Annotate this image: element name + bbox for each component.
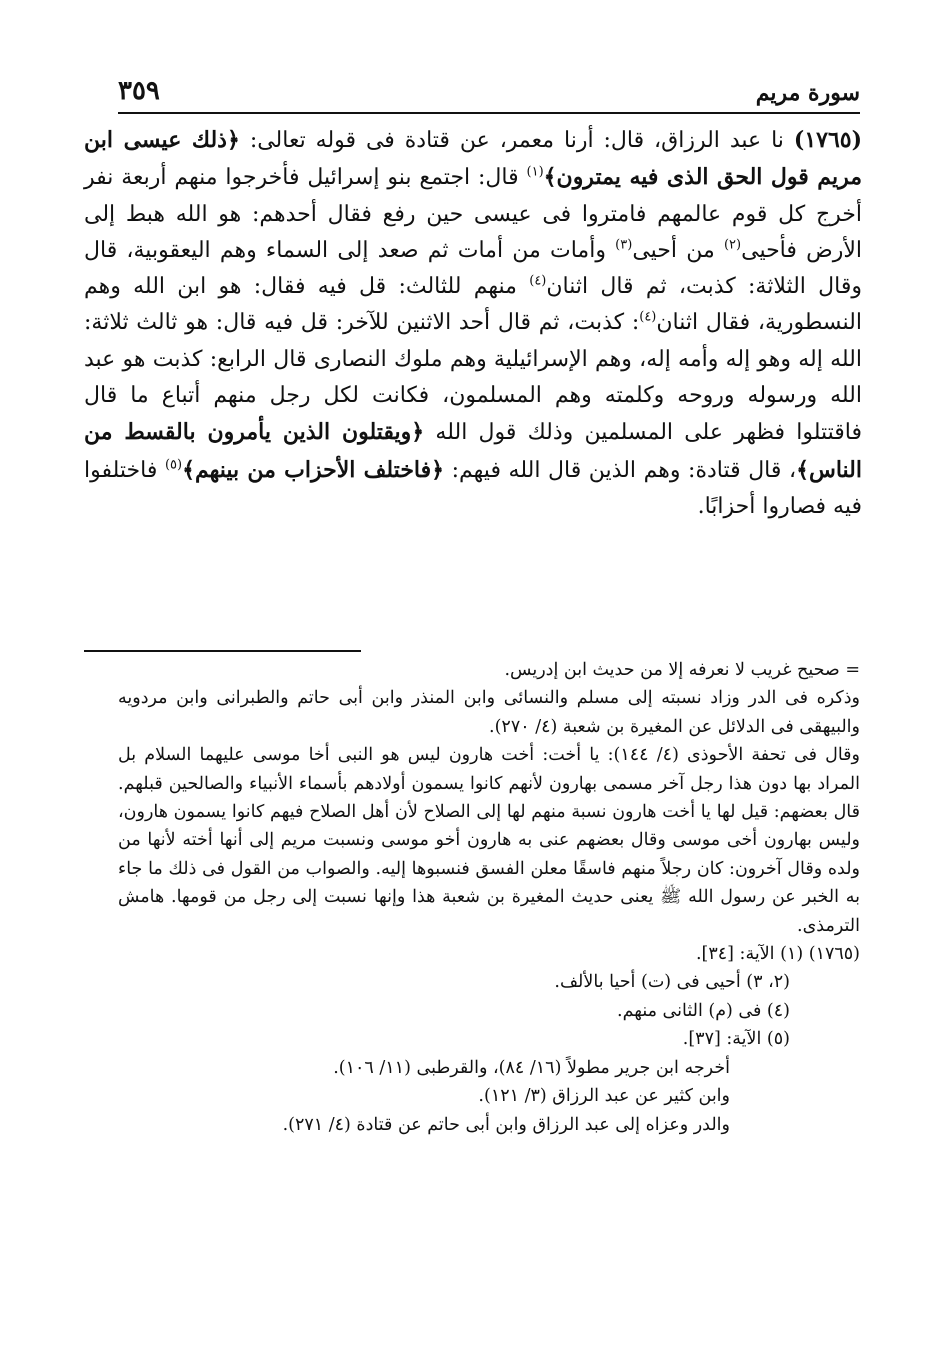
footnote-line: وذكره فى الدر وزاد نسبته إلى مسلم والنسائى وابن المنذر وابن أبى حاتم والطبرانى وابن مردويه والبيهقى فى الدلائل عن المغيرة بن شعبة (٤/ ٢٧٠).: [118, 688, 860, 737]
main-text: [84, 122, 862, 525]
footnote-line: (٢، ٣) أحيى فى (ت) أحيا بالألف.: [554, 972, 790, 993]
source-line: والدر وعزاه إلى عبد الرزاق وابن أبى حاتم عن قتادة (٤/ ٢٧١).: [282, 1114, 730, 1135]
running-header: [118, 76, 860, 110]
footnotes: [118, 656, 860, 1139]
source-line: أخرجه ابن جرير مطولاً (١٦/ ٨٤)، والقرطبى (١١/ ١٠٦).: [333, 1057, 730, 1078]
text-segment: منهم للثالث: قل فيه فقال: هو ابن الله وهم النسطورية، فقال اثنان: [84, 274, 862, 336]
quran-verse: ﴿ذلك عيسى ابن مريم قول الحق الذى فيه يمترون﴾: [84, 127, 862, 191]
hadith-paragraph: [84, 122, 862, 525]
text-segment: من أحيى: [632, 237, 715, 263]
quran-verse: ﴿ويقتلون الذين يأمرون بالقسط من الناس﴾: [84, 419, 862, 483]
text-segment: نا عبد الرزاق، قال: أرنا معمر، عن قتادة فى قوله تعالى:: [249, 128, 784, 153]
page-number: ٣٥٩: [118, 76, 160, 106]
surah-title: سورة مريم: [755, 80, 860, 106]
footnote-line: وقال فى تحفة الأحوذى (٤/ ١٤٤): يا أخت: أخت هارون ليس هو النبى أخا موسى عليهما السلام بل المراد بها دون هذا رجل آخر مسمى بهارون لأنهم كانوا يسمون أولادهم بأسماء الأنبياء والصالحين قبلهم. قال بعضهم: قيل لها يا أخت هارون نسبة منهم لها إلى الصلاح لأن أهل الصلاح فيهم كانوا يسمون هارون، وليس بهارون أخى موسى وقال بعضهم عنى به هارون أخو موسى ونسبت مريم إلى أنها أخته لأنها من ولده وقال آخرون: كان رجلاً منهم فاسقًا معلن الفسق فنسبوها إليه. والصواب من القول فى ذلك ما جاء به الخبر عن رسول الله ﷺ يعنى حديث المغيرة بن شعبة هذا وإنها نسبت إلى رجل من قومها. هامش الترمذى.: [118, 745, 860, 936]
footnote-marker: (٤): [639, 310, 657, 326]
hadith-notes-heading: (١٧٦٥) (١) الآية: [٣٤].: [695, 944, 860, 965]
text-segment: قال: اجتمع بنو إسرائيل فأخرجوا منهم أربعة نفر أخرج كل قوم عالمهم فامتروا فى عيسى حين رفع فقال أحدهم: هو الله هبط إلى الأرض فأحيى: [84, 165, 862, 263]
footnote-line: (٤) فى (م) الثانى منهم.: [617, 1000, 790, 1021]
footnote-line: (٥) الآية: [٣٧].: [682, 1029, 790, 1050]
header-rule: [118, 112, 860, 114]
text-segment: وأمات من أمات ثم صعد إلى السماء وهم اليعقوبية، قال وقال الثلاثة: كذبت، ثم قال اثنان: [84, 237, 862, 300]
hadith-number: (١٧٦٥): [793, 127, 862, 153]
footnote-marker: (٤): [529, 273, 547, 289]
source-line: وابن كثير عن عبد الرزاق (٣/ ١٢١).: [478, 1086, 730, 1107]
text-segment: ، قال قتادة: وهم الذين قال الله فيهم:: [451, 457, 797, 483]
text-segment: : كذبت، ثم قال أحد الاثنين للآخر: قل فيه قال: هو ثالث ثلاثة: الله إله وهو إله وأمه إله، وهم الإسرائيلية وهم ملوك النصارى قال الرابع: كذبت هو عبد الله ورسوله وروحه وكلمته وهم المسلمون، فكانت لكل رجل منهم أتباع ما قال فاقتتلوا فظهر على المسلمين وذلك قول الله: [84, 310, 863, 446]
footnote-marker: (٥): [164, 457, 183, 473]
footnote-marker: (٢): [723, 237, 742, 253]
footnote-rule: [84, 650, 361, 652]
footnote-line: = صحيح غريب لا نعرفه إلا من حديث ابن إدريس.: [504, 660, 860, 680]
footnote-marker: (١): [526, 164, 544, 180]
footnote-marker: (٣): [615, 237, 633, 253]
text-segment: فاختلفوا فيه فصاروا أحزابًا.: [84, 457, 862, 519]
quran-verse: ﴿فاختلف الأحزاب من بينهم﴾: [182, 456, 445, 483]
